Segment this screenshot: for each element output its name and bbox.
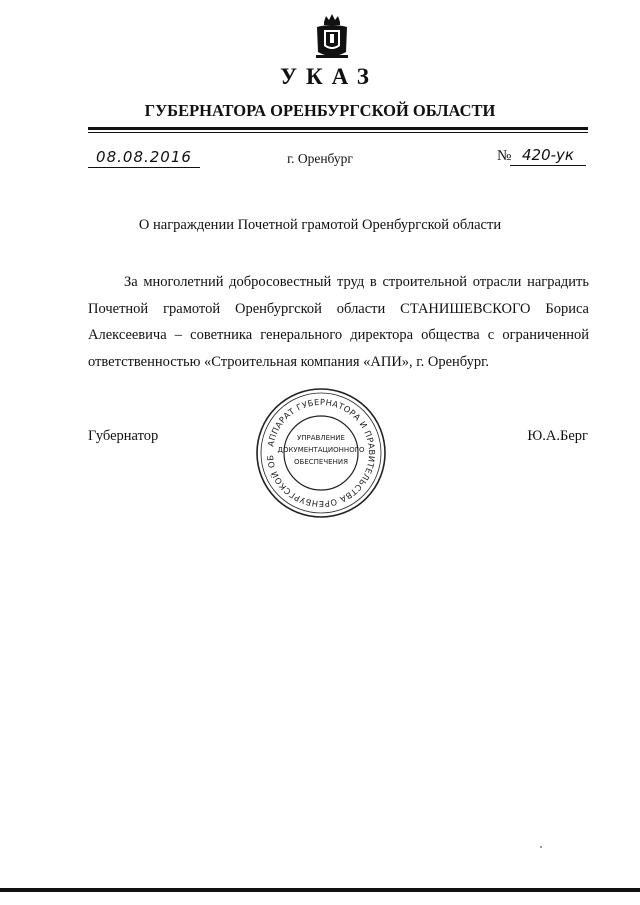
issuer-title: ГУБЕРНАТОРА ОРЕНБУРГСКОЙ ОБЛАСТИ (144, 101, 496, 120)
signatory-name: Ю.А.Берг (527, 428, 588, 444)
coat-of-arms-icon (312, 12, 352, 62)
seal-center-line: ОБЕСПЕЧЕНИЯ (294, 458, 348, 466)
signatory-title: Губернатор (88, 428, 159, 444)
document-date: 08.08.2016 (88, 148, 200, 168)
scan-speck (540, 846, 542, 848)
document-number: 420-ук (510, 146, 586, 166)
page-bottom-border (0, 888, 640, 892)
document-city: г. Оренбург (287, 151, 353, 166)
header-rule-thick (88, 127, 588, 130)
document-subject: О награждении Почетной грамотой Оренбургской области (138, 217, 502, 233)
seal-center-line: ДОКУМЕНТАЦИОННОГО (277, 446, 365, 454)
document-type-title: УКАЗ (280, 64, 378, 89)
number-sign: № (497, 148, 512, 164)
seal-ring-text: АППАРАТ ГУБЕРНАТОРА И ПРАВИТЕЛЬСТВА ОРЕНБУРГСКОЙ ОБ (264, 396, 378, 510)
body-paragraph: За многолетний добросовестный труд в строительной отрасли наградить Почетной грамотой Оренбургской области СТАНИШЕВСКОГО Бориса Алексеевича – советника генерального директора общества с ограниченной ответственностью «Строительная компания «АПИ», г. Оренбург. (88, 274, 589, 370)
document-body (88, 269, 589, 375)
official-seal-stamp (255, 387, 387, 519)
seal-center-line: УПРАВЛЕНИЕ (297, 434, 345, 442)
header-rule-thin (88, 132, 588, 133)
